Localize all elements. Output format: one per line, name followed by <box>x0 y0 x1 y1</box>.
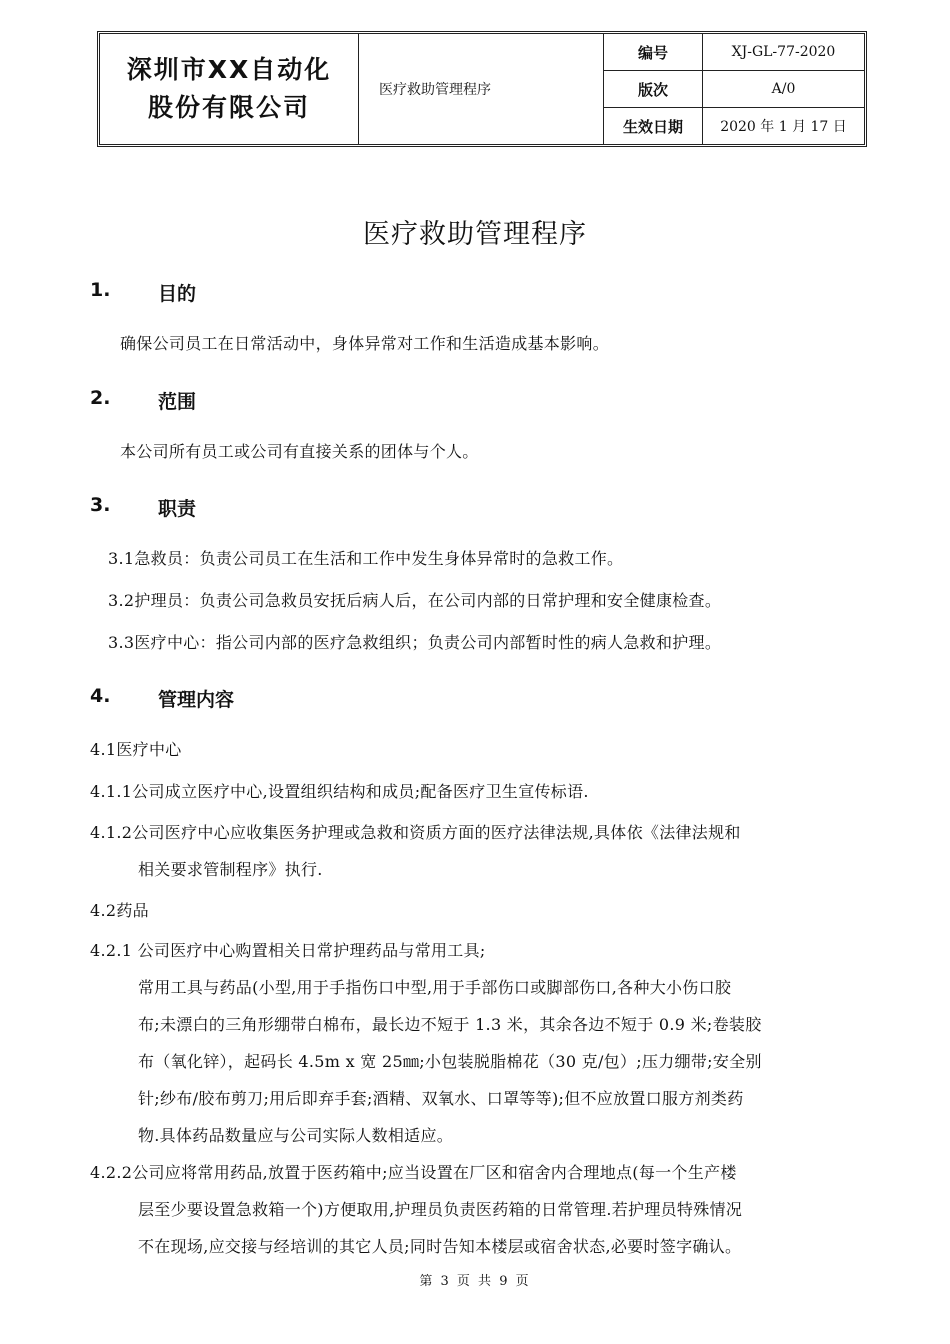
meta-label: 编号 <box>604 34 703 70</box>
text-line: 层至少要设置急救箱一个)方便取用,护理员负责医药箱的日常管理.若护理员特殊情况 <box>138 1200 743 1219</box>
list-item: 3.3医疗中心：指公司内部的医疗急救组织；负责公司内部暂时性的病人急救和护理。 <box>108 633 722 652</box>
paragraph-scope: 本公司所有员工或公司有直接关系的团体与个人。 <box>120 442 479 461</box>
section-number: 1. <box>90 279 111 301</box>
section-title: 范围 <box>158 391 197 413</box>
meta-label: 版次 <box>604 71 703 107</box>
page-title: 医疗救助管理程序 <box>363 219 587 250</box>
text-line: 4.2.2公司应将常用药品,放置于医药箱中;应当设置在厂区和宿舍内合理地点(每一个生产楼 <box>90 1163 737 1182</box>
section-heading-purpose <box>90 279 196 306</box>
document-header-table <box>97 31 867 147</box>
text-line: 相关要求管制程序》执行. <box>138 860 323 879</box>
section-heading-management <box>90 685 234 712</box>
section-title: 目的 <box>158 283 197 305</box>
text-line: 布;未漂白的三角形绷带白棉布，最长边不短于 1.3 米，其余各边不短于 0.9 米;卷装胶 <box>138 1015 762 1034</box>
text-line: 4.2药品 <box>90 901 149 920</box>
company-name-line1: 深圳市XX自动化 <box>126 55 332 84</box>
text-line: 物.具体药品数量应与公司实际人数相适应。 <box>138 1126 454 1145</box>
section-title: 职责 <box>158 498 197 520</box>
text-line: 布（氧化锌），起码长 4.5m x 宽 25㎜;小包装脱脂棉花（30 克/包）;压力绷带;安全别 <box>138 1052 762 1071</box>
paragraph-purpose: 确保公司员工在日常活动中，身体异常对工作和生活造成基本影响。 <box>120 334 610 353</box>
text-line: 常用工具与药品(小型,用于手指伤口中型,用于手部伤口或脚部伤口,各种大小伤口胶 <box>138 978 732 997</box>
meta-value: 2020 年 1 月 17 日 <box>720 119 847 135</box>
company-name-cell <box>100 34 359 144</box>
page-number-footer: 第 3 页 共 9 页 <box>419 1274 531 1289</box>
company-name-line2: 股份有限公司 <box>147 93 310 122</box>
text-line: 4.1.2公司医疗中心应收集医务护理或急救和资质方面的医疗法律法规,具体依《法律法规和 <box>90 823 741 842</box>
header-meta <box>604 34 864 144</box>
list-item: 3.2护理员：负责公司急救员安抚后病人后，在公司内部的日常护理和安全健康检查。 <box>108 591 722 610</box>
meta-row-effective-date <box>604 108 864 144</box>
text-line: 针;纱布/胶布剪刀;用后即弃手套;酒精、双氧水、口罩等等);但不应放置口服方剂类药 <box>138 1089 744 1108</box>
header-doc-name: 医疗救助管理程序 <box>359 34 604 144</box>
section-number: 2. <box>90 387 111 409</box>
meta-row-doc-number <box>604 34 864 71</box>
text-line: 4.2.1 公司医疗中心购置相关日常护理药品与常用工具; <box>90 941 486 960</box>
section-heading-scope <box>90 387 196 414</box>
text-line: 4.1医疗中心 <box>90 740 182 759</box>
section-heading-responsibilities <box>90 494 196 521</box>
text-line: 4.1.1公司成立医疗中心,设置组织结构和成员;配备医疗卫生宣传标语. <box>90 782 589 801</box>
meta-label: 生效日期 <box>604 108 703 144</box>
text-line: 不在现场,应交接与经培训的其它人员;同时告知本楼层或宿舍状态,必要时签字确认。 <box>138 1237 742 1256</box>
meta-row-version <box>604 71 864 108</box>
section-number: 3. <box>90 494 111 516</box>
section-title: 管理内容 <box>158 689 235 711</box>
meta-value: XJ-GL-77-2020 <box>731 44 836 60</box>
list-item: 3.1急救员：负责公司员工在生活和工作中发生身体异常时的急救工作。 <box>108 549 624 568</box>
meta-value: A/0 <box>771 81 796 97</box>
section-number: 4. <box>90 685 111 707</box>
